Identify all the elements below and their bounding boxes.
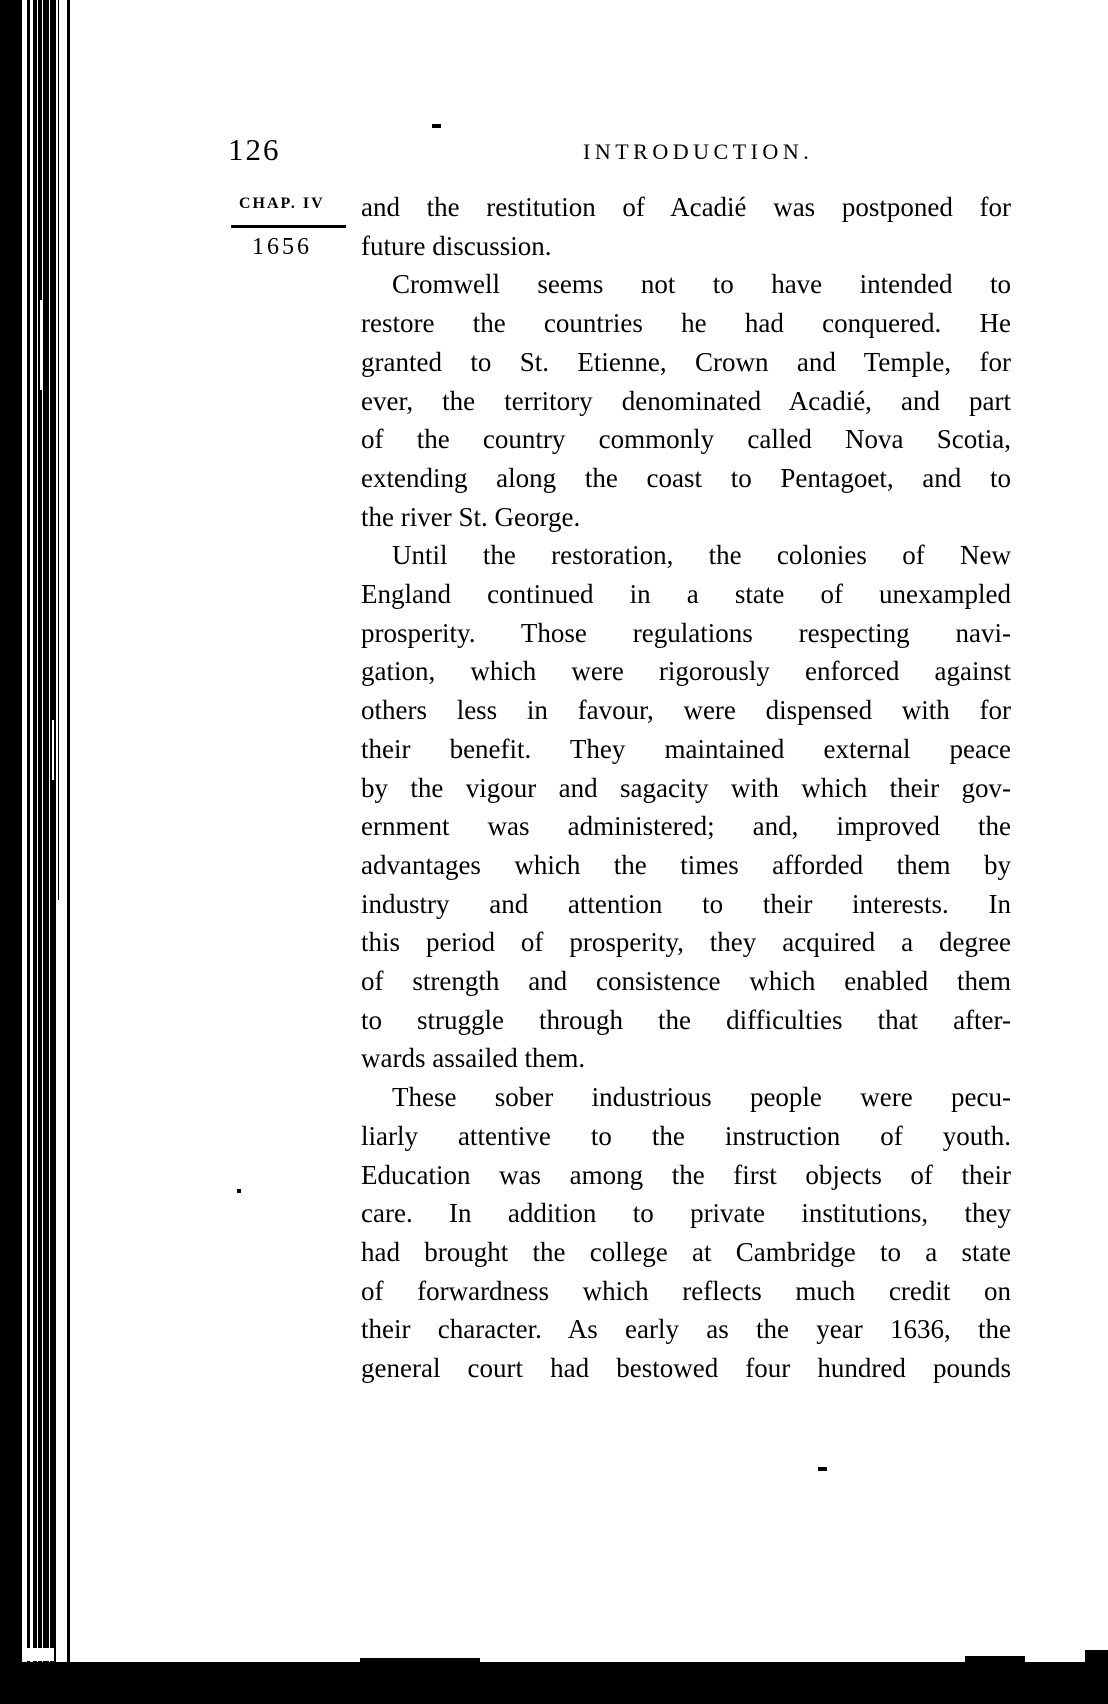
scan-gutter-stripe xyxy=(50,0,56,1704)
scan-gutter-stripe xyxy=(43,0,49,1704)
text-line: England continued in a state of unexampled xyxy=(361,579,1011,610)
text-line: had brought the college at Cambridge to a state xyxy=(361,1236,1011,1267)
body-text xyxy=(361,188,1011,1388)
scan-gutter-stripe xyxy=(0,0,22,1704)
text-line: Until the restoration, the colonies of New xyxy=(392,540,1011,571)
text-line: of forwardness which reflects much credit on xyxy=(361,1275,1011,1306)
text-line: the river St. George. xyxy=(361,501,581,532)
scan-bottom-band xyxy=(0,1662,1108,1704)
text-line: care. In addition to private institutions, they xyxy=(361,1198,1011,1229)
text-line: others less in favour, were dispensed with for xyxy=(361,695,1011,726)
scan-gutter-gap xyxy=(40,300,42,390)
text-line: wards assailed them. xyxy=(361,1043,586,1074)
scan-bottom-band-bump xyxy=(965,1656,1025,1664)
text-line: by the vigour and sagacity with which their gov- xyxy=(361,772,1011,803)
page-number: 126 xyxy=(228,132,281,167)
text-line: restore the countries he had conquered. He xyxy=(361,308,1011,339)
text-line: prosperity. Those regulations respecting navi- xyxy=(361,617,1011,648)
text-line: ever, the territory denominated Acadié, and part xyxy=(361,385,1011,416)
text-line: of strength and consistence which enabled them xyxy=(361,966,1011,997)
text-line: and the restitution of Acadié was postponed for xyxy=(361,192,1011,222)
scan-gutter-stripe xyxy=(27,0,30,1704)
ink-speck xyxy=(237,1189,241,1193)
scan-gutter-stripe xyxy=(33,0,37,1704)
text-line: of the country commonly called Nova Scotia, xyxy=(361,424,1011,455)
margin-year-label: 1656 xyxy=(252,234,312,260)
text-line: extending along the coast to Pentagoet, and to xyxy=(361,462,1011,493)
text-line: future discussion. xyxy=(361,230,552,261)
scan-gutter-gap xyxy=(52,720,54,780)
scan-gutter-stripe xyxy=(38,0,42,1704)
text-line: Cromwell seems not to have intended to xyxy=(392,269,1011,300)
text-line: liarly attentive to the instruction of youth. xyxy=(361,1120,1011,1151)
text-line: this period of prosperity, they acquired a degree xyxy=(361,927,1011,958)
text-line: These sober industrious people were pecu- xyxy=(392,1082,1011,1113)
scan-gutter-gap xyxy=(26,1648,54,1661)
text-line: general court had bestowed four hundred pounds xyxy=(361,1353,1011,1384)
text-line: Education was among the first objects of their xyxy=(361,1159,1011,1190)
text-line: industry and attention to their interests. In xyxy=(361,888,1011,919)
margin-chapter-rule xyxy=(231,225,346,228)
text-line: advantages which the times afforded them by xyxy=(361,849,1011,880)
text-line: their character. As early as the year 1636, the xyxy=(361,1314,1011,1345)
scan-gutter-stripe xyxy=(58,0,59,900)
scan-gutter-stripe xyxy=(67,0,70,1704)
ink-speck xyxy=(818,1467,827,1471)
ink-speck xyxy=(432,124,441,128)
text-line: ernment was administered; and, improved the xyxy=(361,811,1011,842)
text-line: to struggle through the difficulties that after- xyxy=(361,1004,1011,1035)
text-line: granted to St. Etienne, Crown and Temple, for xyxy=(361,346,1011,377)
scan-bottom-band-bump xyxy=(1085,1650,1108,1664)
text-line: gation, which were rigorously enforced against xyxy=(361,656,1011,687)
text-line: their benefit. They maintained external peace xyxy=(361,733,1011,764)
margin-chapter-heading: CHAP. IV xyxy=(239,195,325,212)
running-header: INTRODUCTION. xyxy=(583,139,814,164)
scan-bottom-band-bump xyxy=(360,1658,480,1664)
